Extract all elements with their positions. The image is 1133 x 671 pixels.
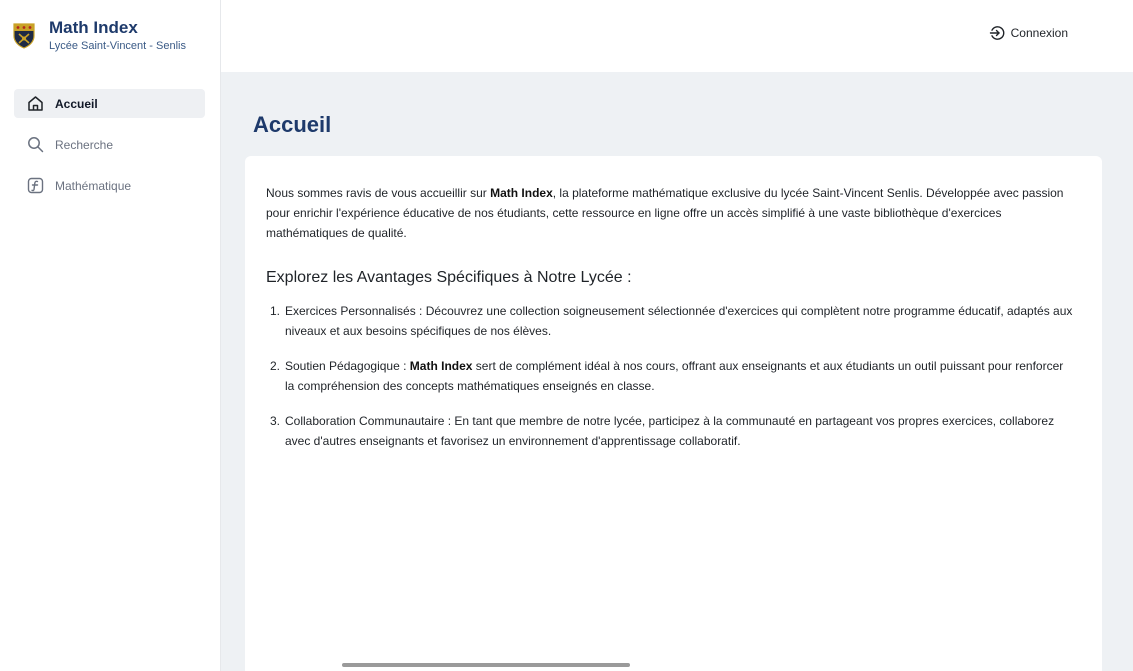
intro-paragraph bbox=[266, 183, 1076, 243]
list-item-brand: Math Index bbox=[409, 359, 473, 373]
sidebar-nav bbox=[14, 89, 205, 212]
list-item-text-part: Exercices Personnalisés : Découvrez une collection soigneusement sélectionnée d'exercices qui complètent notre programme éducatif, adaptés aux niveaux et aux besoins spécifiques de nos élèves. bbox=[285, 304, 1073, 338]
list-item-number: 1. bbox=[270, 304, 281, 318]
brand-subtitle: Lycée Saint-Vincent - Senlis bbox=[49, 40, 186, 52]
sidebar-item-accueil[interactable] bbox=[14, 89, 205, 118]
sidebar-item-recherche[interactable] bbox=[14, 130, 205, 159]
login-button[interactable] bbox=[989, 25, 1068, 41]
sidebar bbox=[0, 0, 221, 671]
advantages-list bbox=[266, 301, 1080, 451]
login-icon bbox=[989, 25, 1005, 41]
login-label: Connexion bbox=[1010, 26, 1068, 40]
list-item-text bbox=[285, 356, 1075, 396]
sidebar-item-label: Mathématique bbox=[55, 178, 132, 193]
sidebar-item-mathematique[interactable] bbox=[14, 171, 205, 200]
horizontal-scrollbar[interactable] bbox=[342, 663, 630, 667]
list-item-number: 3. bbox=[270, 414, 281, 428]
list-item-text-part: Collaboration Communautaire : En tant que membre de notre lycée, participez à la communauté en partageant vos propres exercices, collaborez avec d'autres enseignants et favorisez un environnement d'apprentissage collaboratif. bbox=[285, 414, 1055, 448]
list-item-text bbox=[285, 411, 1075, 451]
list-item-text-part: sert de complément idéal à nos cours, offrant aux enseignants et aux étudiants un outil puissant pour renforcer la compréhension des concepts mathématiques enseignés en classe. bbox=[285, 359, 1064, 393]
school-crest-icon bbox=[13, 23, 35, 49]
page-title: Accueil bbox=[253, 112, 332, 137]
sidebar-item-label: Accueil bbox=[55, 96, 98, 111]
list-item-text-part: Soutien Pédagogique : bbox=[285, 359, 410, 373]
sidebar-item-label: Recherche bbox=[55, 137, 114, 152]
top-bar bbox=[221, 0, 1133, 72]
function-icon bbox=[26, 177, 44, 195]
list-item-text bbox=[285, 301, 1075, 341]
advantages-heading: Explorez les Avantages Spécifiques à Notre Lycée : bbox=[266, 269, 632, 286]
intro-brand: Math Index bbox=[490, 186, 553, 200]
list-item bbox=[266, 301, 1080, 341]
intro-text: , la plateforme mathématique exclusive du lycée Saint-Vincent Senlis. Développée avec passion pour enrichir l'expérience éducative de nos étudiants, cette ressource en ligne offre un accès simplifié à une vaste bibliothèque d'exercices mathématiques de qualité. bbox=[266, 186, 1064, 240]
brand[interactable] bbox=[13, 18, 186, 54]
content-card bbox=[245, 156, 1102, 671]
list-item bbox=[266, 411, 1080, 451]
list-item bbox=[266, 356, 1080, 396]
list-item-number: 2. bbox=[270, 359, 281, 373]
intro-text: Nous sommes ravis de vous accueillir sur bbox=[266, 186, 491, 200]
brand-title: Math Index bbox=[49, 18, 138, 37]
search-icon bbox=[26, 136, 44, 154]
home-icon bbox=[26, 95, 44, 113]
